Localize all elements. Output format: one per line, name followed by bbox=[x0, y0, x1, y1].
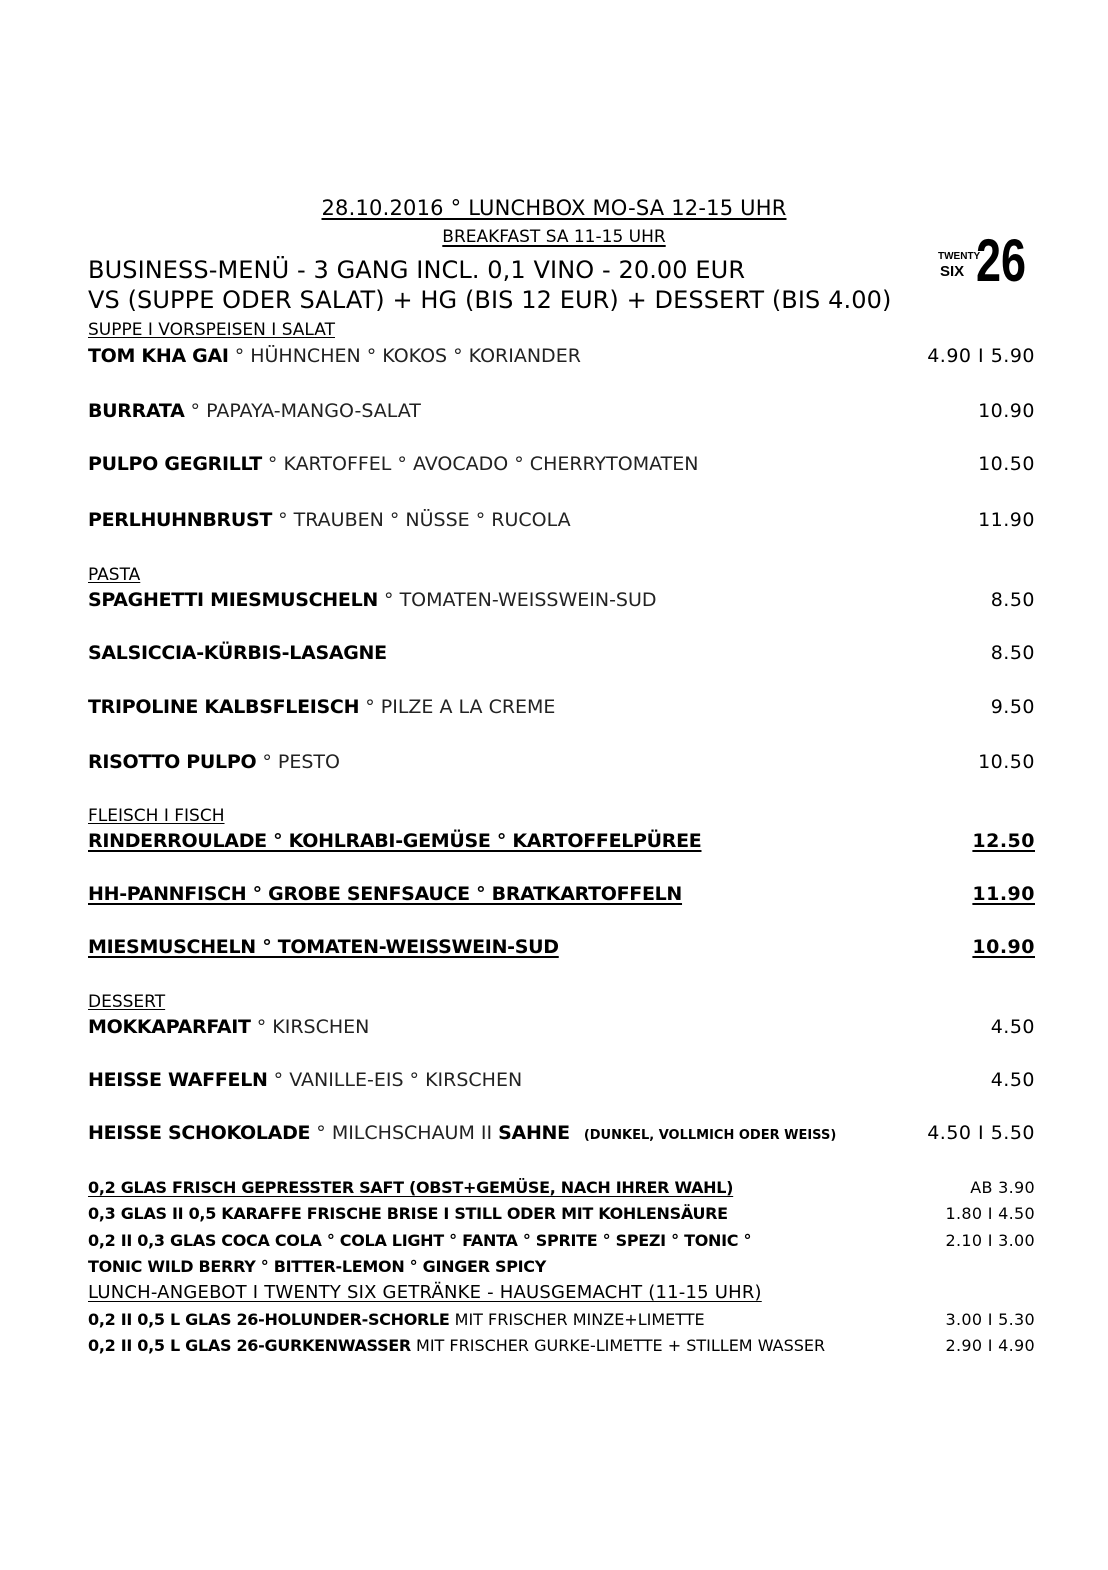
item-price: 8.50 bbox=[990, 642, 1035, 664]
section-heading-starters: SUPPE I VORSPEISEN I SALAT bbox=[88, 320, 335, 340]
menu-item bbox=[88, 509, 1035, 531]
menu-item bbox=[88, 696, 1035, 718]
item-name: HEISSE SCHOKOLADE bbox=[88, 1122, 311, 1144]
section-heading-mains: FLEISCH I FISCH bbox=[88, 806, 225, 826]
item-description: ° PILZE A LA CREME bbox=[359, 696, 556, 718]
item-name: MIESMUSCHELN ° TOMATEN-WEISSWEIN-SUD bbox=[88, 936, 559, 958]
business-menu-line-1: BUSINESS-MENÜ - 3 GANG INCL. 0,1 VINO - 20.00 EUR bbox=[88, 256, 746, 284]
menu-item bbox=[88, 589, 1035, 611]
drink-item-continued bbox=[88, 1257, 546, 1276]
drink-item bbox=[88, 1178, 1035, 1197]
logo-text-big: 26 bbox=[976, 227, 1027, 295]
drink-description: MIT FRISCHER GURKE-LIMETTE + STILLEM WASSER bbox=[410, 1336, 826, 1355]
page-title: 28.10.2016 ° LUNCHBOX MO-SA 12-15 UHR bbox=[321, 196, 787, 220]
drink-item bbox=[88, 1204, 1035, 1223]
drink-name: 0,3 GLAS II 0,5 KARAFFE FRISCHE BRISE I STILL ODER MIT KOHLENSÄURE bbox=[88, 1204, 728, 1223]
item-price: 10.90 bbox=[978, 400, 1035, 422]
menu-item bbox=[88, 1122, 1035, 1144]
item-description: ° TOMATEN-WEISSWEIN-SUD bbox=[377, 589, 657, 611]
item-price: 4.50 bbox=[990, 1069, 1035, 1091]
menu-item bbox=[88, 642, 1035, 664]
item-price: 4.50 I 5.50 bbox=[927, 1122, 1035, 1144]
item-name: TRIPOLINE KALBSFLEISCH bbox=[88, 696, 360, 718]
section-heading-pasta: PASTA bbox=[88, 565, 141, 585]
item-description: ° KIRSCHEN bbox=[250, 1016, 370, 1038]
section-heading-dessert: DESSERT bbox=[88, 992, 166, 1012]
item-price: 11.90 bbox=[978, 509, 1035, 531]
item-name: PULPO GEGRILLT bbox=[88, 453, 262, 475]
item-description: ° PESTO bbox=[256, 751, 340, 773]
item-description: ° MILCHSCHAUM II bbox=[310, 1122, 499, 1144]
item-description: ° HÜHNCHEN ° KOKOS ° KORIANDER bbox=[228, 345, 581, 367]
drink-price: 2.10 I 3.00 bbox=[945, 1231, 1035, 1250]
logo-text-small-top: TWENTY bbox=[938, 251, 981, 262]
item-note: (DUNKEL, VOLLMICH ODER WEISS) bbox=[583, 1128, 837, 1143]
item-name: MOKKAPARFAIT bbox=[88, 1016, 251, 1038]
menu-item bbox=[88, 400, 1035, 422]
item-name: HEISSE WAFFELN bbox=[88, 1069, 268, 1091]
menu-item bbox=[88, 453, 1035, 475]
item-price: 12.50 bbox=[972, 830, 1035, 852]
item-description: ° TRAUBEN ° NÜSSE ° RUCOLA bbox=[272, 509, 571, 531]
drink-name: 0,2 II 0,5 L GLAS 26-HOLUNDER-SCHORLE bbox=[88, 1310, 450, 1329]
item-name: RINDERROULADE ° KOHLRABI-GEMÜSE ° KARTOFFELPÜREE bbox=[88, 830, 702, 852]
drink-name: 0,2 II 0,3 GLAS COCA COLA ° COLA LIGHT ° FANTA ° SPRITE ° SPEZI ° TONIC ° bbox=[88, 1231, 752, 1250]
drink-price: AB 3.90 bbox=[970, 1178, 1035, 1197]
drink-price: 1.80 I 4.50 bbox=[945, 1204, 1035, 1223]
menu-item bbox=[88, 936, 1035, 958]
item-name: PERLHUHNBRUST bbox=[88, 509, 273, 531]
menu-item bbox=[88, 1016, 1035, 1038]
item-name: HH-PANNFISCH ° GROBE SENFSAUCE ° BRATKARTOFFELN bbox=[88, 883, 683, 905]
item-price: 4.90 I 5.90 bbox=[927, 345, 1035, 367]
item-price: 10.50 bbox=[978, 453, 1035, 475]
item-name: RISOTTO PULPO bbox=[88, 751, 257, 773]
item-price: 4.50 bbox=[990, 1016, 1035, 1038]
menu-item bbox=[88, 345, 1035, 367]
drink-name: 0,2 GLAS FRISCH GEPRESSTER SAFT (OBST+GEMÜSE, NACH IHRER WAHL) bbox=[88, 1178, 734, 1197]
item-price: 10.90 bbox=[972, 936, 1035, 958]
item-price: 10.50 bbox=[978, 751, 1035, 773]
lunch-drinks-heading: LUNCH-ANGEBOT I TWENTY SIX GETRÄNKE - HAUSGEMACHT (11-15 UHR) bbox=[88, 1282, 762, 1303]
item-name: TOM KHA GAI bbox=[88, 345, 229, 367]
item-description: ° PAPAYA-MANGO-SALAT bbox=[184, 400, 421, 422]
drink-item bbox=[88, 1231, 1035, 1250]
drink-price: 3.00 I 5.30 bbox=[945, 1310, 1035, 1329]
item-price: 9.50 bbox=[990, 696, 1035, 718]
item-price: 11.90 bbox=[972, 883, 1035, 905]
menu-item bbox=[88, 883, 1035, 905]
drink-name: TONIC WILD BERRY ° BITTER-LEMON ° GINGER SPICY bbox=[88, 1257, 547, 1276]
item-name: BURRATA bbox=[88, 400, 185, 422]
drink-name: 0,2 II 0,5 L GLAS 26-GURKENWASSER bbox=[88, 1336, 411, 1355]
drink-description: MIT FRISCHER MINZE+LIMETTE bbox=[449, 1310, 705, 1329]
menu-item bbox=[88, 751, 1035, 773]
item-description: ° VANILLE-EIS ° KIRSCHEN bbox=[267, 1069, 523, 1091]
drink-item bbox=[88, 1310, 1035, 1329]
item-price: 8.50 bbox=[990, 589, 1035, 611]
item-name: SALSICCIA-KÜRBIS-LASAGNE bbox=[88, 642, 387, 664]
item-name: SPAGHETTI MIESMUSCHELN bbox=[88, 589, 378, 611]
logo-text-small-bottom: SIX bbox=[940, 263, 965, 280]
drink-price: 2.90 I 4.90 bbox=[945, 1336, 1035, 1355]
menu-item bbox=[88, 830, 1035, 852]
page-subtitle: BREAKFAST SA 11-15 UHR bbox=[442, 227, 666, 247]
item-name-extra: SAHNE bbox=[498, 1122, 570, 1144]
business-menu-line-2: VS (SUPPE ODER SALAT) + HG (BIS 12 EUR) + DESSERT (BIS 4.00) bbox=[88, 286, 892, 314]
item-description: ° KARTOFFEL ° AVOCADO ° CHERRYTOMATEN bbox=[261, 453, 699, 475]
menu-item bbox=[88, 1069, 1035, 1091]
twenty-six-logo bbox=[936, 226, 1027, 295]
drink-item bbox=[88, 1336, 1035, 1355]
